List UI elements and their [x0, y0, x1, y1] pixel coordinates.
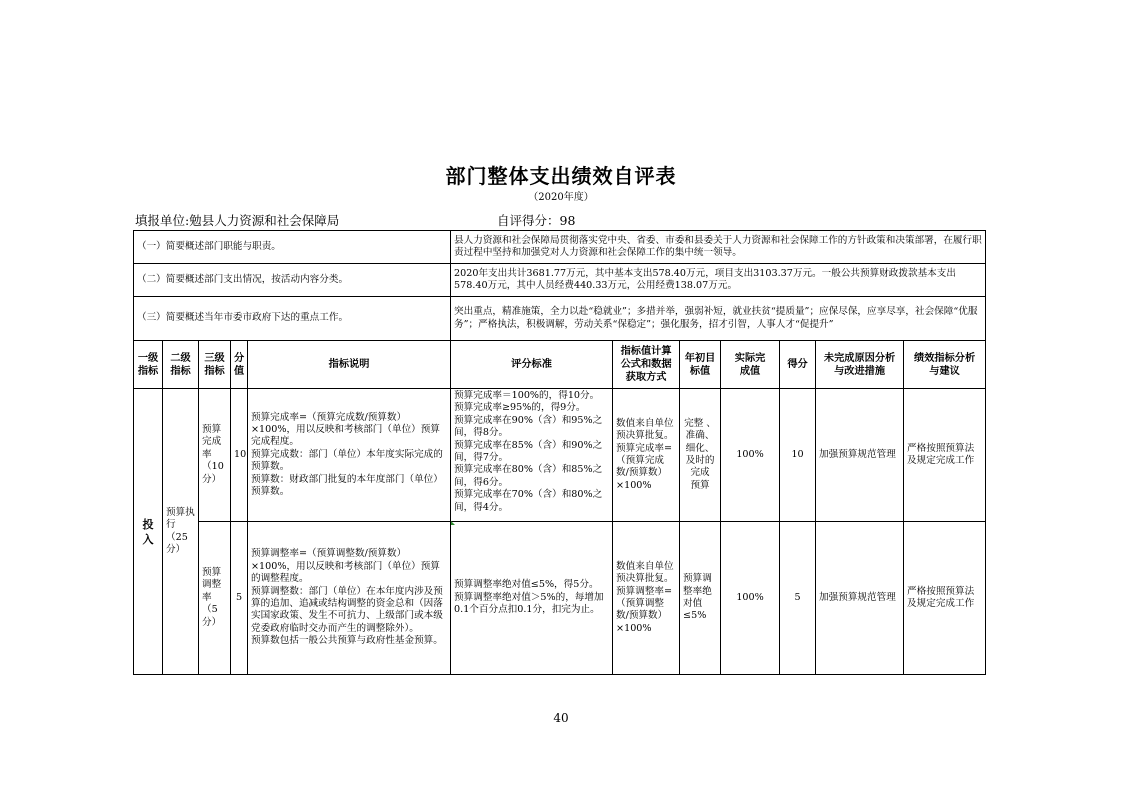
points-cell: 5	[231, 522, 248, 675]
header-got: 得分	[780, 341, 816, 389]
advice-cell: 严格按照预算法及规定完成工作	[904, 389, 986, 522]
header-formula: 指标值计算 公式和数据 获取方式	[613, 341, 680, 389]
criteria-cell: 预算调整率绝对值≤5%，得5分。 预算调整率绝对值＞5%的，每增加0.1个百分点扣0.1分，扣完为止。	[451, 522, 613, 675]
page-number: 40	[553, 711, 569, 725]
criteria-cell	[451, 389, 613, 522]
header-row	[134, 341, 986, 389]
reporting-unit: 填报单位:勉县人力资源和社会保障局	[135, 213, 340, 228]
points-cell: 10	[231, 389, 248, 522]
overview-label: （二）简要概述部门支出情况，按活动内容分类。	[134, 264, 451, 297]
page-subtitle: （2020年度）	[528, 192, 594, 203]
header-criteria: 评分标准	[451, 341, 613, 389]
criteria-text: 预算完成率＝100%的，得10分。 预算完成率≥95%的，得9分。 预算完成率在90%（含）和95%之间，得8分。 预算完成率在85%（含）和90%之间，得7分。 预算完成率在80%（含）和85%之间，得6分。 预算完成率在70%（含）和80%之间，得4分。	[454, 390, 603, 513]
table-row	[134, 522, 986, 675]
overview-content: 2020年支出共计3681.77万元，其中基本支出578.40万元，项目支出3103.37万元。一般公共预算财政拨款基本支出578.40万元，其中人员经费440.33万元，公用经费138.07万元。	[451, 264, 986, 297]
actual-cell: 100%	[721, 389, 780, 522]
header-target: 年初目 标值	[680, 341, 721, 389]
self-score: 自评得分：98	[497, 213, 576, 228]
header-reason: 未完成原因分析 与改进措施	[816, 341, 904, 389]
overview-content: 县人力资源和社会保障局贯彻落实党中央、省委、市委和县委关于人力资源和社会保障工作的方针政策和决策部署，在履行职责过程中坚持和加强党对人力资源和社会保障工作的集中统一领导。	[451, 231, 986, 264]
overview-content: 突出重点，精准施策，全力以赴“稳就业”；多措并举，强弱补短，就业扶贫“提质量”；应保尽保，应享尽享，社会保障“优服务”；严格执法，积极调解，劳动关系“保稳定”；强化服务，招才引智，人事人才“促提升”	[451, 297, 986, 341]
header-desc: 指标说明	[248, 341, 451, 389]
overview-row-1	[134, 231, 986, 264]
target-cell: 完整 、 准确、 细化、 及时的 完成 预算	[680, 389, 721, 522]
reason-cell: 加强预算规范管理	[816, 522, 904, 675]
level3-cell: 预算 完成 率 （10 分）	[199, 389, 231, 522]
desc-cell: 预算调整率=（预算调整数/预算数）×100%，用以反映和考核部门（单位）预算的调整程度。 预算调整数：部门（单位）在本年度内涉及预算的追加、追减或结构调整的资金总和（因落实国家政策、发生不可抗力、上级部门或本级党委政府临时交办而产生的调整除外）。 预算数包括一般公共预算与政府性基金预算。	[248, 522, 451, 675]
level2-cell: 预算执 行（25 分）	[163, 389, 199, 675]
header-level3: 三级 指标	[199, 341, 231, 389]
got-cell: 10	[780, 389, 816, 522]
overview-label: （一）简要概述部门职能与职责。	[134, 231, 451, 264]
actual-cell: 100%	[721, 522, 780, 675]
got-cell: 5	[780, 522, 816, 675]
overview-label: （三）简要概述当年市委市政府下达的重点工作。	[134, 297, 451, 341]
header-level1: 一级 指标	[134, 341, 163, 389]
advice-cell: 严格按照预算法及规定完成工作	[904, 522, 986, 675]
desc-cell: 预算完成率=（预算完成数/预算数）×100%，用以反映和考核部门（单位）预算完成程度。 预算完成数：部门（单位）本年度实际完成的预算数。 预算数：财政部门批复的本年度部门（单位）预算数。	[248, 389, 451, 522]
level1-cell: 投 入	[134, 389, 163, 675]
header-level2: 二级 指标	[163, 341, 199, 389]
cell-comment-marker	[451, 521, 455, 525]
formula-cell: 数值来自单位预决算批复。预算完成率=（预算完成数/预算数）×100%	[613, 389, 680, 522]
reason-cell: 加强预算规范管理	[816, 389, 904, 522]
header-actual: 实际完 成值	[721, 341, 780, 389]
table-row	[134, 389, 986, 522]
overview-row-3	[134, 297, 986, 341]
page-title: 部门整体支出绩效自评表	[445, 164, 677, 188]
level3-cell: 预算 调整 率 （5 分）	[199, 522, 231, 675]
header-advice: 绩效指标分析 与建议	[904, 341, 986, 389]
header-points: 分 值	[231, 341, 248, 389]
overview-row-2	[134, 264, 986, 297]
target-cell: 预算调整率绝对值≤5%	[680, 522, 721, 675]
formula-cell: 数值来自单位预决算批复。预算调整率=（预算调整数/预算数）×100%	[613, 522, 680, 675]
evaluation-table	[133, 230, 986, 675]
